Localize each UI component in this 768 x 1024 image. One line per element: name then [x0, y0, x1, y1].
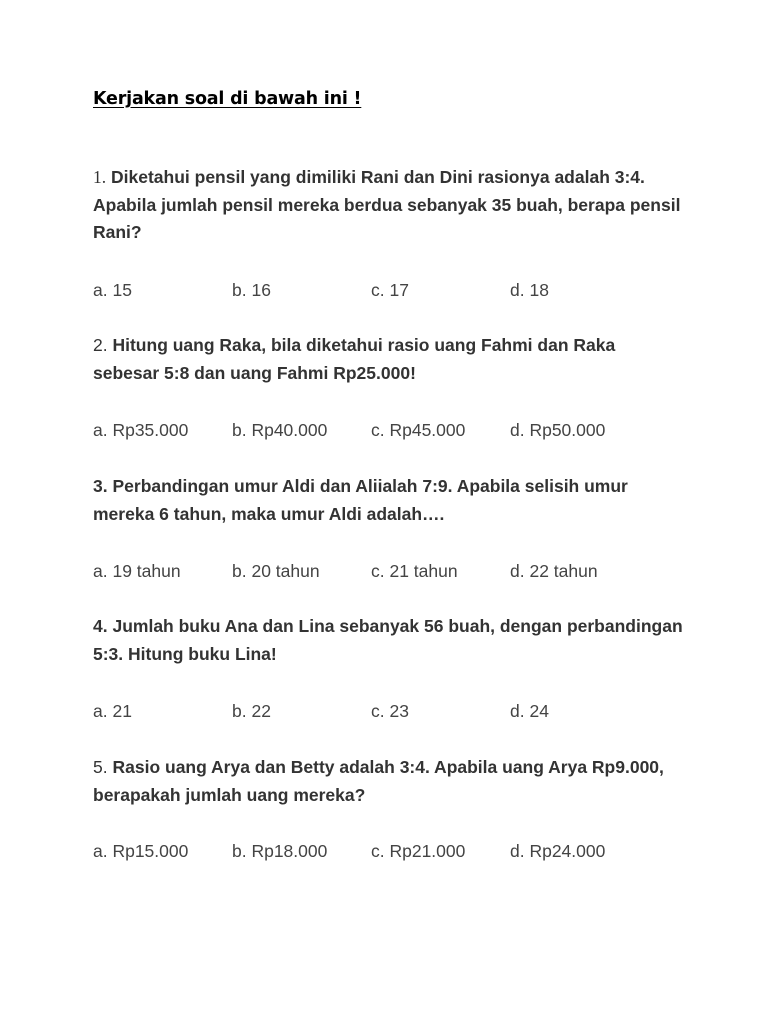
options-5: [93, 839, 683, 863]
option-b: b. 22: [232, 701, 271, 721]
question-2: [93, 332, 683, 387]
question-text: Rasio uang Arya dan Betty adalah 3:4. Apabila uang Arya Rp9.000, berapakah jumlah uang mereka?: [93, 757, 664, 805]
question-text: Jumlah buku Ana dan Lina sebanyak 56 buah, dengan perbandingan 5:3. Hitung buku Lina!: [93, 616, 683, 664]
question-1: [93, 164, 683, 247]
question-number: 3.: [93, 476, 108, 496]
options-2: [93, 418, 683, 442]
question-number: 1.: [93, 167, 107, 187]
option-c: c. 23: [371, 701, 409, 721]
option-d: d. 18: [510, 280, 549, 300]
option-d: d. Rp50.000: [510, 420, 606, 440]
question-text: Perbandingan umur Aldi dan Aliialah 7:9. Apabila selisih umur mereka 6 tahun, maka umur Aldi adalah….: [93, 476, 628, 524]
options-3: [93, 559, 683, 583]
option-a: a. 15: [93, 280, 132, 300]
question-number: 4.: [93, 616, 108, 636]
option-d: d. 24: [510, 701, 549, 721]
option-d: d. 22 tahun: [510, 561, 598, 581]
option-c: c. Rp45.000: [371, 420, 466, 440]
question-text: Diketahui pensil yang dimiliki Rani dan Dini rasionya adalah 3:4. Apabila jumlah pensil mereka berdua sebanyak 35 buah, berapa pensil Rani?: [93, 167, 681, 242]
page-title: Kerjakan soal di bawah ini !: [93, 89, 362, 109]
option-a: a. Rp35.000: [93, 420, 189, 440]
question-3: [93, 473, 683, 528]
option-b: b. Rp40.000: [232, 420, 328, 440]
option-c: c. 17: [371, 280, 409, 300]
option-a: a. 21: [93, 701, 132, 721]
question-number: 2.: [93, 335, 108, 355]
options-4: [93, 699, 683, 723]
question-number: 5.: [93, 757, 108, 777]
option-c: c. 21 tahun: [371, 561, 458, 581]
question-5: [93, 754, 683, 809]
option-d: d. Rp24.000: [510, 841, 606, 861]
question-text: Hitung uang Raka, bila diketahui rasio uang Fahmi dan Raka sebesar 5:8 dan uang Fahmi Rp25.000!: [93, 335, 616, 383]
question-4: [93, 613, 683, 668]
option-a: a. 19 tahun: [93, 561, 181, 581]
option-b: b. 16: [232, 280, 271, 300]
option-a: a. Rp15.000: [93, 841, 189, 861]
option-b: b. 20 tahun: [232, 561, 320, 581]
option-b: b. Rp18.000: [232, 841, 328, 861]
option-c: c. Rp21.000: [371, 841, 466, 861]
options-1: [93, 278, 683, 302]
